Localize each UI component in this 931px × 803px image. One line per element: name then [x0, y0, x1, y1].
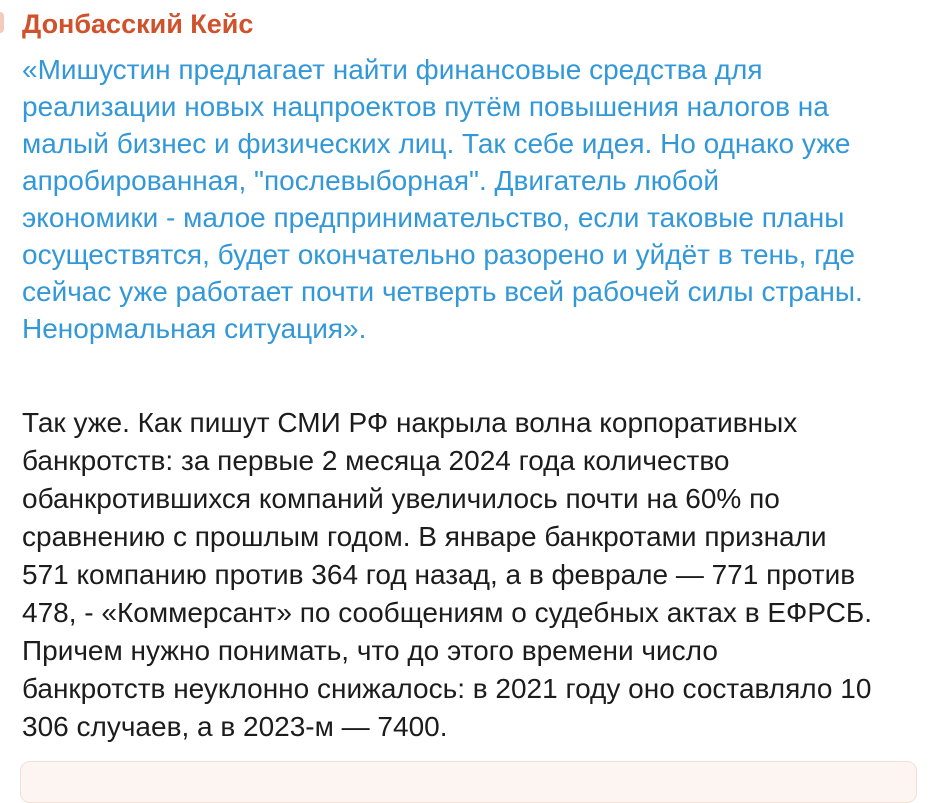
body-line: 478, - «Коммерсант» по сообщениям о судебных актах в ЕФРСБ. — [22, 597, 873, 628]
body-line: банкротств неуклонно снижалось: в 2021 году оно составляло 10 — [22, 673, 872, 704]
channel-name-link[interactable]: Донбасский Кейс — [22, 9, 254, 39]
body-line: Так уже. Как пишут СМИ РФ накрыла волна корпоративных — [22, 407, 798, 438]
post-body-text — [22, 404, 909, 746]
quote-line: Ненормальная ситуация». — [22, 313, 367, 344]
body-line: 306 случаев, а в 2023-м — 7400. — [22, 711, 448, 742]
quote-line: сейчас уже работает почти четверть всей рабочей силы страны. — [22, 276, 863, 307]
body-line: 571 компанию против 364 год назад, а в феврале — 771 против — [22, 559, 856, 590]
quote-line: осуществятся, будет окончательно разорено и уйдёт в тень, где — [22, 239, 855, 270]
quote-line: апробированная, "послевыборная". Двигатель любой — [22, 165, 719, 196]
quote-line: малый бизнес и физических лиц. Так себе идея. Но однако уже — [22, 128, 851, 159]
body-line: банкротств: за первые 2 месяца 2024 года количество — [22, 445, 730, 476]
left-edge-artifact — [0, 12, 4, 33]
quote-line: экономики - малое предпринимательство, если таковые планы — [22, 202, 845, 233]
quote-line: «Мишустин предлагает найти финансовые средства для — [22, 54, 763, 85]
body-line: Причем нужно понимать, что до этого времени число — [22, 635, 718, 666]
quoted-message-link[interactable] — [22, 51, 909, 347]
attachment-preview-card[interactable] — [20, 761, 917, 803]
quote-line: реализации новых нацпроектов путём повышения налогов на — [22, 91, 829, 122]
body-line: сравнению с прошлым годом. В январе банкротами признали — [22, 521, 827, 552]
body-line: обанкротившихся компаний увеличилось почти на 60% по — [22, 483, 780, 514]
telegram-post — [22, 8, 909, 803]
